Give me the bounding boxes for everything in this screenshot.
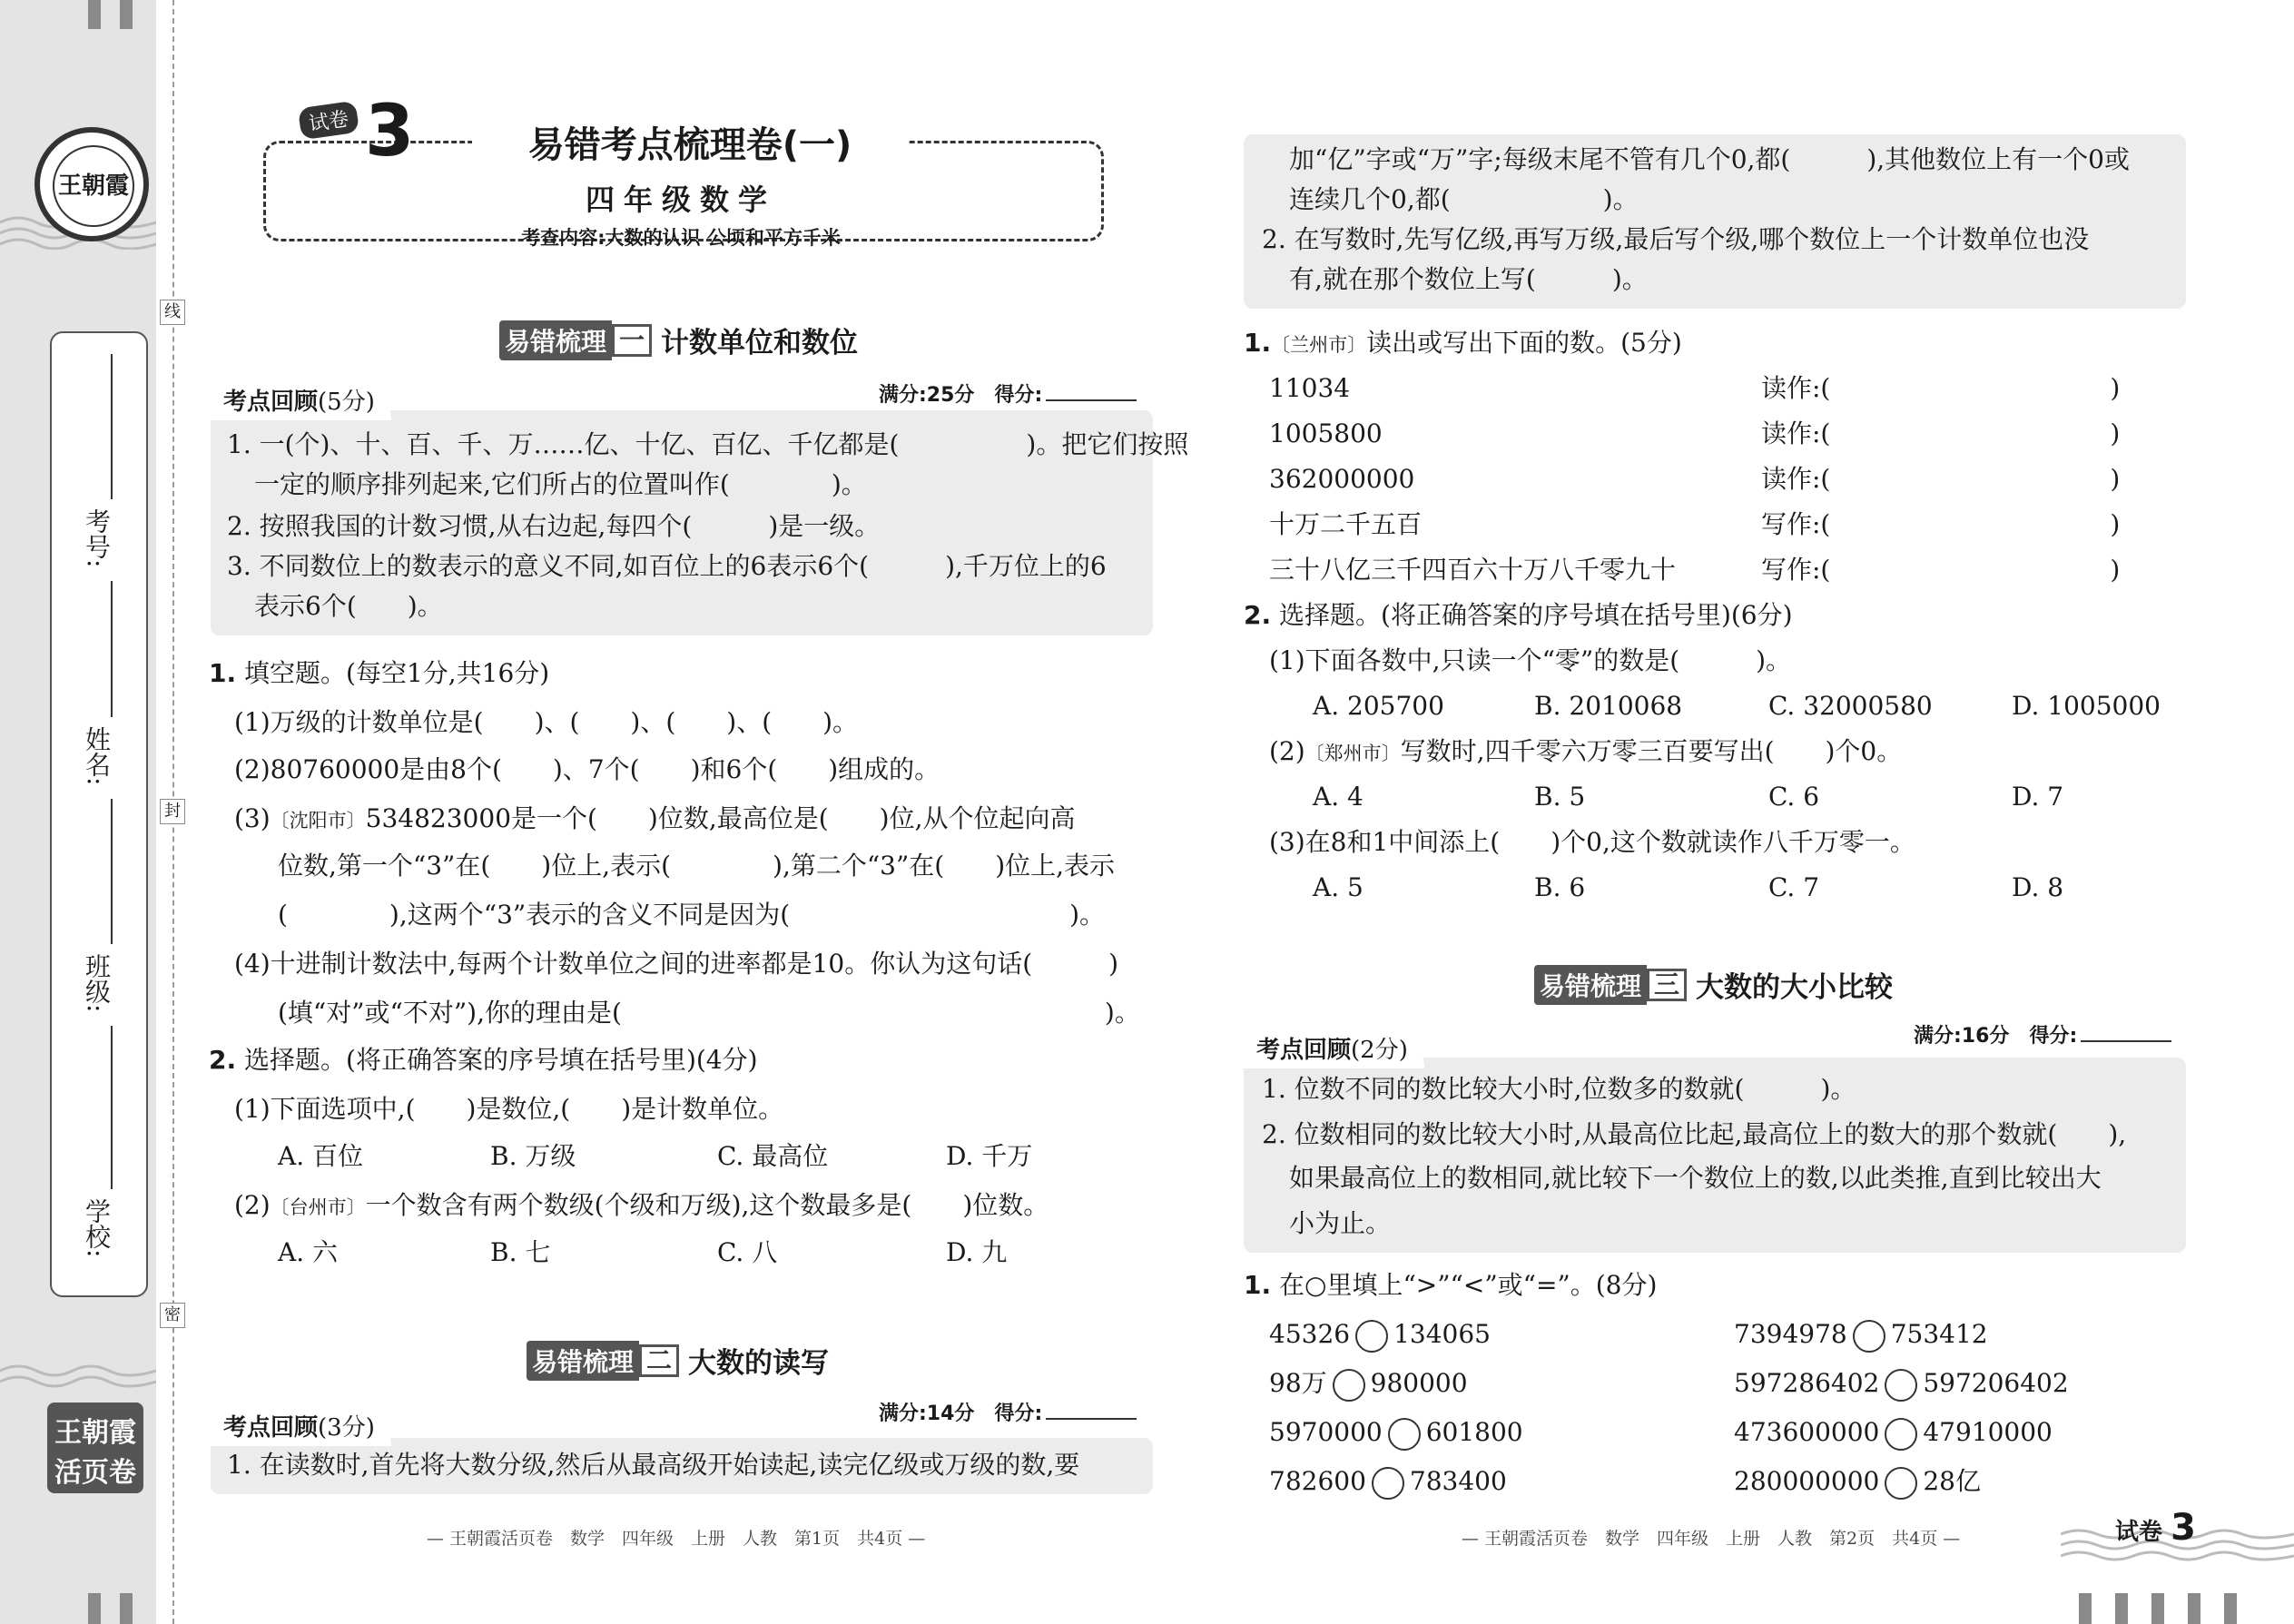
review-tab-1: 考点回顾(5分) <box>211 379 391 420</box>
brand-line1: 王朝霞 <box>54 1417 136 1449</box>
compare-circle[interactable] <box>1885 1369 1917 1402</box>
compare-pair: 280000000 28亿 <box>1734 1465 1981 1500</box>
score-line-2: 满分:14分 得分: <box>879 1398 1137 1426</box>
review2-line: 连续几个0,都( )。 <box>1289 184 1639 214</box>
city-tag: 〔兰州市〕 <box>1271 334 1367 356</box>
register-mark <box>2151 1593 2164 1624</box>
question-3-heading: 1.〔兰州市〕读出或写出下面的数。(5分) <box>1244 328 1682 358</box>
subject-grade: 四年级数学 <box>585 182 776 217</box>
compare-pair: 7394978 753412 <box>1734 1318 1988 1353</box>
q3-answer[interactable]: 读作:( ) <box>1761 464 2121 494</box>
question-5-heading: 1. 在○里填上“>”“<”或“=”。(8分) <box>1244 1270 1658 1300</box>
page-footer-right: — 王朝霞活页卷 数学 四年级 上册 人教 第2页 共4页 — <box>1462 1529 1961 1549</box>
exam-scope: 考查内容:大数的认识 公顷和平方千米 <box>521 227 841 249</box>
brand-line2: 活页卷 <box>54 1457 136 1489</box>
q4-line: (3)在8和1中间添上( )个0,这个数就读作八千万零一。 <box>1269 827 1915 857</box>
option[interactable]: B. 七 <box>490 1237 551 1267</box>
review2-line: 有,就在那个数位上写( )。 <box>1289 264 1648 294</box>
section-number: 一 <box>612 324 652 357</box>
city-tag: 〔台州市〕 <box>270 1196 366 1218</box>
corner-exam-tag: 试卷 3 <box>2115 1507 2196 1549</box>
question-2-heading: 2. 选择题。(将正确答案的序号填在括号里)(4分) <box>209 1045 758 1075</box>
cut-mark-seal: 封 <box>160 799 185 824</box>
score-line-1: 满分:25分 得分: <box>879 379 1137 408</box>
register-mark <box>2188 1593 2200 1624</box>
q3-answer[interactable]: 读作:( ) <box>1761 373 2121 403</box>
q3-item: 362000000 <box>1269 464 1415 494</box>
option[interactable]: A. 六 <box>278 1237 339 1267</box>
compare-circle[interactable] <box>1333 1369 1365 1402</box>
option[interactable]: C. 最高位 <box>717 1141 829 1171</box>
review1-line: 3. 不同数位上的数表示的意义不同,如百位上的6表示6个( ),千万位上的6 <box>227 551 1107 581</box>
cut-mark-secret: 密 <box>160 1303 185 1328</box>
option[interactable]: B. 万级 <box>490 1141 576 1171</box>
register-mark <box>2115 1593 2128 1624</box>
q1-line: (填“对”或“不对”),你的理由是( )。 <box>278 998 1140 1028</box>
register-mark <box>2079 1593 2092 1624</box>
option[interactable]: D. 九 <box>946 1237 1008 1267</box>
option[interactable]: C. 32000580 <box>1768 691 1933 721</box>
page-title: 易错考点梳理卷(一) <box>472 116 908 168</box>
question-4-heading: 2. 选择题。(将正确答案的序号填在括号里)(6分) <box>1244 600 1793 630</box>
review2-line: 加“亿”字或“万”字;每级末尾不管有几个0,都( ),其他数位上有一个0或 <box>1289 144 2130 174</box>
brand-logo <box>34 127 149 241</box>
review3-line: 2. 位数相同的数比较大小时,从最高位比起,最高位上的数大的那个数就( ), <box>1262 1119 2127 1149</box>
review3-line: 1. 位数不同的数比较大小时,位数多的数就( )。 <box>1262 1074 1856 1104</box>
student-info-box <box>50 331 148 1297</box>
q1-line: (3)〔沈阳市〕534823000是一个( )位数,最高位是( )位,从个位起向高 <box>234 803 1076 833</box>
q3-answer[interactable]: 写作:( ) <box>1761 555 2121 585</box>
question-1-heading: 1. 填空题。(每空1分,共16分) <box>209 658 550 688</box>
option[interactable]: A. 5 <box>1313 872 1364 902</box>
q3-item: 十万二千五百 <box>1269 509 1423 539</box>
q1-line: (4)十进制计数法中,每两个计数单位之间的进率都是10。你认为这句话( ) <box>234 949 1119 979</box>
option[interactable]: A. 4 <box>1313 782 1364 812</box>
section-tag: 易错梳理 <box>1534 965 1647 1005</box>
logo-text: 王朝霞 <box>53 145 134 227</box>
option[interactable]: D. 8 <box>2012 872 2064 902</box>
q1-line: (1)万级的计数单位是( )、( )、( )、( )。 <box>234 707 859 737</box>
section-number: 二 <box>639 1344 679 1377</box>
compare-pair: 597286402 597206402 <box>1734 1367 2069 1402</box>
review3-line: 如果最高位上的数相同,就比较下一个数位上的数,以此类推,直到比较出大 <box>1289 1163 2102 1193</box>
option[interactable]: C. 7 <box>1768 872 1820 902</box>
section-tag: 易错梳理 <box>499 320 612 360</box>
review2-line: 2. 在写数时,先写亿级,再写万级,最后写个级,哪个数位上一个计数单位也没 <box>1262 224 2090 254</box>
q2-line: (1)下面选项中,( )是数位,( )是计数单位。 <box>234 1094 784 1124</box>
q3-answer[interactable]: 读作:( ) <box>1761 418 2121 448</box>
city-tag: 〔沈阳市〕 <box>270 810 366 832</box>
field-name-label: 姓名: <box>82 726 112 786</box>
field-school-line[interactable] <box>111 1026 113 1189</box>
option[interactable]: C. 6 <box>1768 782 1820 812</box>
compare-pair: 782600 783400 <box>1269 1465 1507 1500</box>
register-mark <box>88 0 101 29</box>
cut-mark-line: 线 <box>160 300 185 325</box>
q1-line: ( ),这两个“3”表示的含义不同是因为( )。 <box>278 900 1106 930</box>
compare-circle[interactable] <box>1885 1467 1917 1500</box>
compare-circle[interactable] <box>1372 1467 1404 1500</box>
compare-pair: 473600000 47910000 <box>1734 1416 2053 1451</box>
section-heading-2 <box>527 1340 829 1381</box>
compare-pair: 5970000 601800 <box>1269 1416 1523 1451</box>
review1-line: 表示6个( )。 <box>254 591 443 621</box>
register-mark <box>120 1593 133 1624</box>
q4-line: (1)下面各数中,只读一个“零”的数是( )。 <box>1269 645 1792 675</box>
option[interactable]: B. 2010068 <box>1534 691 1683 721</box>
section-heading-1 <box>499 320 858 360</box>
option[interactable]: A. 百位 <box>278 1141 364 1171</box>
register-mark <box>120 0 133 29</box>
compare-pair: 45326 134065 <box>1269 1318 1491 1353</box>
q4-line: (2)〔郑州市〕写数时,四千零六万零三百要写出( )个0。 <box>1269 736 1903 766</box>
compare-circle[interactable] <box>1388 1418 1421 1451</box>
section-title: 大数的读写 <box>688 1347 830 1380</box>
section-title: 大数的大小比较 <box>1696 971 1894 1004</box>
compare-pair: 98万 980000 <box>1269 1367 1468 1402</box>
section-title: 计数单位和数位 <box>661 327 859 359</box>
q3-answer[interactable]: 写作:( ) <box>1761 509 2121 539</box>
option[interactable]: D. 7 <box>2012 782 2064 812</box>
page-footer-left: — 王朝霞活页卷 数学 四年级 上册 人教 第1页 共4页 — <box>427 1529 926 1549</box>
city-tag: 〔郑州市〕 <box>1305 743 1401 764</box>
review-tab-3: 考点回顾(2分) <box>1244 1028 1424 1068</box>
q3-item: 11034 <box>1269 373 1351 403</box>
review2-line: 1. 在读数时,首先将大数分级,然后从最高级开始读起,读完亿级或万级的数,要 <box>227 1450 1080 1480</box>
section-number: 三 <box>1647 969 1687 1001</box>
q3-item: 1005800 <box>1269 418 1383 448</box>
option[interactable]: B. 5 <box>1534 782 1586 812</box>
option[interactable]: D. 1005000 <box>2012 691 2161 721</box>
exam-badge: 试卷 <box>298 101 359 141</box>
field-exam-number-line[interactable] <box>111 354 113 499</box>
review1-line: 1. 一(个)、十、百、千、万……亿、十亿、百亿、千亿都是( )。把它们按照 <box>227 429 1189 459</box>
option[interactable]: B. 6 <box>1534 872 1586 902</box>
field-class-label: 班级: <box>82 953 112 1013</box>
review3-line: 小为止。 <box>1289 1208 1392 1238</box>
section-tag: 易错梳理 <box>527 1341 639 1381</box>
score-blank[interactable] <box>2081 1040 2171 1042</box>
q1-line: 位数,第一个“3”在( )位上,表示( ),第二个“3”在( )位上,表示 <box>278 851 1116 881</box>
exam-number: 3 <box>365 91 415 172</box>
option[interactable]: D. 千万 <box>946 1141 1033 1171</box>
section-heading-3 <box>1534 964 1893 1005</box>
compare-circle[interactable] <box>1853 1320 1885 1353</box>
register-mark <box>88 1593 101 1624</box>
field-school-label: 学校: <box>82 1198 112 1258</box>
review1-line: 2. 按照我国的计数习惯,从右边起,每四个( )是一级。 <box>227 511 881 541</box>
score-blank[interactable] <box>1046 1418 1137 1420</box>
register-mark <box>2224 1593 2237 1624</box>
brand-badge <box>47 1403 143 1493</box>
q1-line: (2)80760000是由8个( )、7个( )和6个( )组成的。 <box>234 754 940 784</box>
field-exam-number-label: 考号: <box>82 508 112 568</box>
q2-line: (2)〔台州市〕一个数含有两个数级(个级和万级),这个数最多是( )位数。 <box>234 1190 1049 1220</box>
wave-decoration <box>0 1362 156 1398</box>
review-tab-2: 考点回顾(3分) <box>211 1405 391 1446</box>
q3-item: 三十八亿三千四百六十万八千零九十 <box>1269 555 1677 585</box>
field-class-line[interactable] <box>111 799 113 944</box>
option[interactable]: A. 205700 <box>1313 691 1444 721</box>
score-blank[interactable] <box>1046 399 1137 401</box>
compare-circle[interactable] <box>1355 1320 1388 1353</box>
score-line-3: 满分:16分 得分: <box>1914 1020 2171 1048</box>
compare-circle[interactable] <box>1885 1418 1917 1451</box>
field-name-line[interactable] <box>111 581 113 717</box>
review1-line: 一定的顺序排列起来,它们所占的位置叫作( )。 <box>254 469 867 499</box>
option[interactable]: C. 八 <box>717 1237 778 1267</box>
